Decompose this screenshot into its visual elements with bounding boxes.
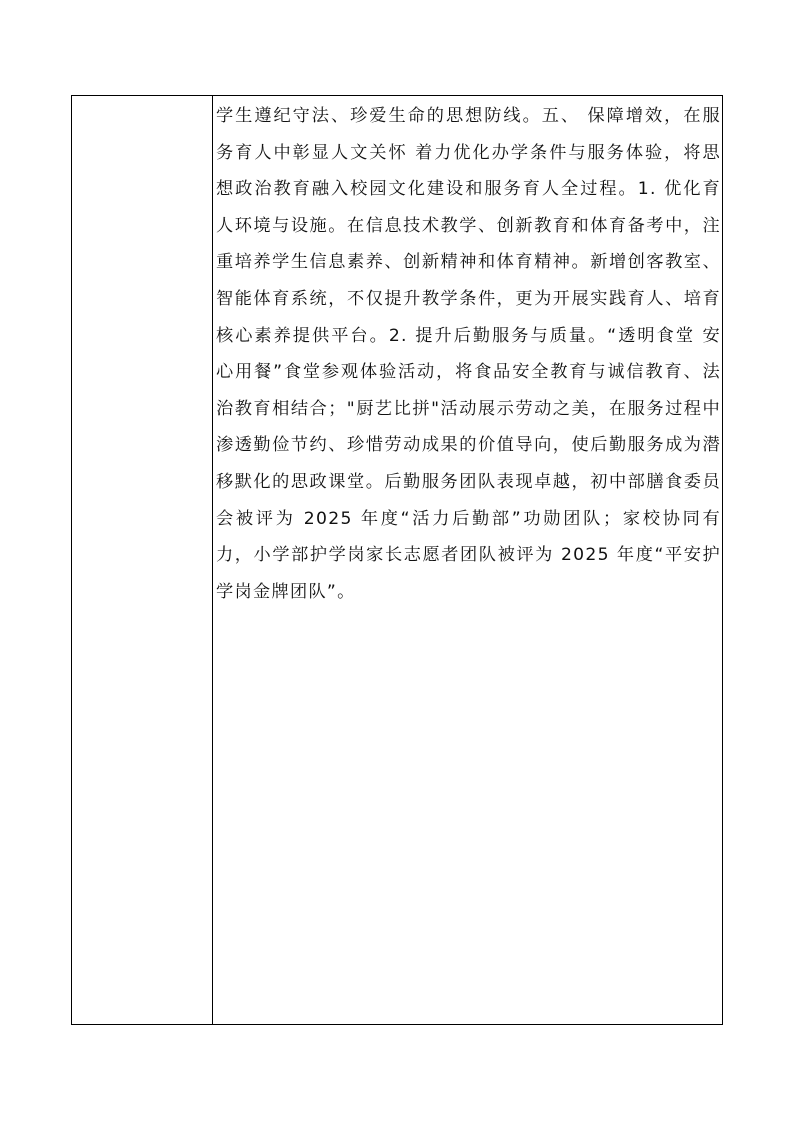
paragraph-line: 渗透勤俭节约、珍惜劳动成果的价值导向，使后勤服务成为潜: [216, 435, 721, 456]
paragraph-line: 移默化的思政课堂。后勤服务团队表现卓越，初中部膳食委员: [216, 471, 721, 492]
form-table: [71, 95, 723, 1025]
paragraph-line: 治教育相结合；"厨艺比拼"活动展示劳动之美，在服务过程中: [216, 398, 721, 419]
table-content-cell: [213, 96, 722, 1024]
paragraph-line: 想政治教育融入校园文化建设和服务育人全过程。1. 优化育: [216, 179, 721, 200]
paragraph-line: 智能体育系统，不仅提升教学条件，更为开展实践育人、培育: [216, 288, 721, 309]
paragraph-line: 学岗金牌团队”。: [216, 581, 356, 602]
paragraph-line: 心用餐”食堂参观体验活动，将食品安全教育与诚信教育、法: [216, 362, 721, 383]
paragraph-line: 会被评为 2025 年度“活力后勤部”功勋团队；家校协同有: [216, 508, 721, 529]
paragraph-line: 核心素养提供平台。2. 提升后勤服务与质量。“透明食堂 安: [216, 325, 721, 346]
paragraph-line: 务育人中彰显人文关怀 着力优化办学条件与服务体验，将思: [216, 142, 721, 163]
paragraph-line: 人环境与设施。在信息技术教学、创新教育和体育备考中，注: [216, 215, 721, 236]
paragraph-line: 学生遵纪守法、珍爱生命的思想防线。五、 保障增效，在服: [216, 106, 721, 126]
content-paragraph: [216, 98, 721, 610]
paragraph-line: 力，小学部护学岗家长志愿者团队被评为 2025 年度“平安护: [216, 545, 721, 566]
table-label-cell: [72, 96, 213, 1024]
paragraph-line: 重培养学生信息素养、创新精神和体育精神。新增创客教室、: [216, 252, 721, 273]
